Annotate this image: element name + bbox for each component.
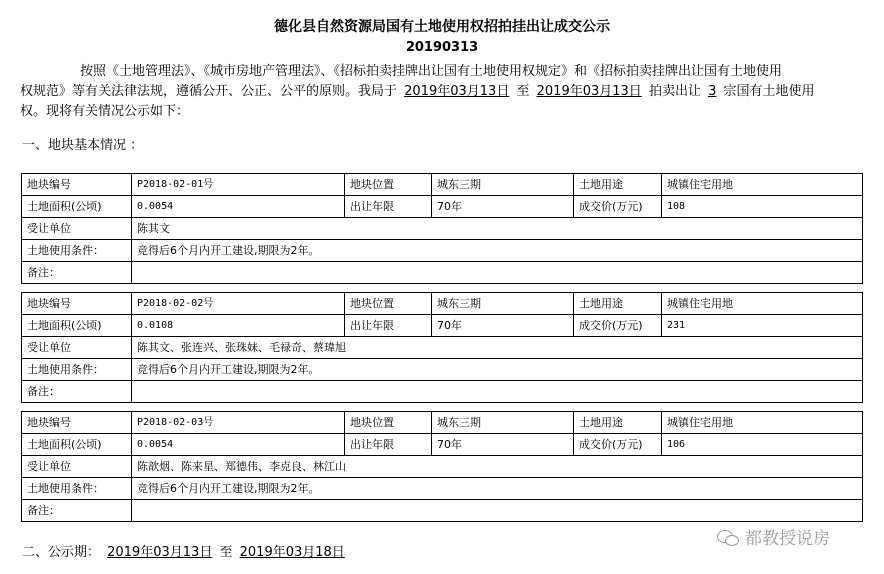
label-location: 地块位置: [345, 412, 432, 434]
label-remarks: 备注：: [22, 262, 132, 284]
intro-line-1: 按照《土地管理法》、《城市房地产管理法》、《招标拍卖挂牌出让国有土地使用权规定》和《招标拍卖挂牌出让国有土地使用: [80, 64, 783, 79]
table-row: [22, 359, 863, 381]
section-2-date-from: 2019年03月13日: [107, 545, 213, 560]
table-row: [22, 240, 863, 262]
table-row: [22, 412, 863, 434]
watermark: [717, 524, 830, 549]
label-conditions: 土地使用条件：: [22, 240, 132, 262]
label-conditions: 土地使用条件：: [22, 478, 132, 500]
table-row: [22, 337, 863, 359]
label-buyer: 受让单位: [22, 337, 132, 359]
parcel-remarks: [132, 500, 863, 522]
parcel-term: 70年: [432, 434, 574, 456]
label-buyer: 受让单位: [22, 456, 132, 478]
section-2: [22, 544, 348, 562]
intro-date-from: 2019年03月13日: [404, 84, 510, 99]
parcel-price: 231: [662, 315, 863, 337]
intro-date-to: 2019年03月13日: [536, 84, 642, 99]
parcel-term: 70年: [432, 315, 574, 337]
label-use: 土地用途: [574, 293, 662, 315]
label-term: 出让年限: [345, 196, 432, 218]
table-row: [22, 315, 863, 337]
label-remarks: 备注：: [22, 500, 132, 522]
table-row: [22, 381, 863, 403]
parcel-price: 106: [662, 434, 863, 456]
label-area: 土地面积(公顷): [22, 196, 132, 218]
parcel-price: 108: [662, 196, 863, 218]
label-price: 成交价(万元): [574, 315, 662, 337]
label-area: 土地面积(公顷): [22, 315, 132, 337]
label-parcel-no: 地块编号: [22, 174, 132, 196]
table-row: [22, 262, 863, 284]
parcel-buyer: 陈歆烟、陈来星、郑德伟、李克良、林江山: [132, 456, 863, 478]
label-price: 成交价(万元): [574, 434, 662, 456]
parcel-area: 0.0108: [132, 315, 345, 337]
table-row: [22, 478, 863, 500]
label-location: 地块位置: [345, 293, 432, 315]
parcel-use: 城镇住宅用地: [662, 293, 863, 315]
label-term: 出让年限: [345, 434, 432, 456]
parcel-use: 城镇住宅用地: [662, 412, 863, 434]
intro-line-3: 权。现将有关情况公示如下：: [20, 104, 190, 119]
table-row: [22, 434, 863, 456]
label-area: 土地面积(公顷): [22, 434, 132, 456]
label-location: 地块位置: [345, 174, 432, 196]
notice-code: 20190313: [405, 40, 479, 55]
label-buyer: 受让单位: [22, 218, 132, 240]
parcel-location: 城东三期: [432, 174, 574, 196]
section-2-date-to: 2019年03月18日: [239, 545, 345, 560]
intro-sep: 至: [516, 84, 530, 99]
parcel-area: 0.0054: [132, 434, 345, 456]
parcel-table-1: [21, 173, 863, 284]
parcel-table-2: [21, 292, 863, 403]
parcel-area: 0.0054: [132, 196, 345, 218]
parcel-remarks: [132, 381, 863, 403]
parcel-conditions: 竞得后6个月内开工建设,期限为2年。: [132, 478, 863, 500]
page-title: 德化县自然资源局国有土地使用权招拍挂出让成交公示: [274, 19, 610, 35]
table-row: [22, 456, 863, 478]
parcel-buyer: 陈其文: [132, 218, 863, 240]
intro-count: 3: [708, 84, 717, 99]
label-parcel-no: 地块编号: [22, 412, 132, 434]
intro-line-2-end: 宗国有土地使用: [723, 84, 815, 99]
label-use: 土地用途: [574, 412, 662, 434]
parcel-table-3: [21, 411, 863, 522]
label-use: 土地用途: [574, 174, 662, 196]
table-row: [22, 293, 863, 315]
label-conditions: 土地使用条件：: [22, 359, 132, 381]
parcel-location: 城东三期: [432, 293, 574, 315]
label-remarks: 备注：: [22, 381, 132, 403]
label-term: 出让年限: [345, 315, 432, 337]
section-1-title: 一、地块基本情况 ：: [22, 138, 144, 153]
label-parcel-no: 地块编号: [22, 293, 132, 315]
parcel-use: 城镇住宅用地: [662, 174, 863, 196]
parcel-no: P2018-02-02号: [132, 293, 345, 315]
table-row: [22, 174, 863, 196]
parcel-location: 城东三期: [432, 412, 574, 434]
intro-mid: 拍卖出让: [648, 84, 701, 99]
table-row: [22, 218, 863, 240]
parcel-buyer: 陈其文、张连兴、张珠妹、毛禄奇、蔡瑋旭: [132, 337, 863, 359]
intro-line-2-start: 权规范》等有关法律法规，遵循公开、公正、公平的原则。我局于: [20, 84, 398, 99]
table-row: [22, 500, 863, 522]
wechat-icon: [717, 530, 739, 546]
parcel-no: P2018-02-03号: [132, 412, 345, 434]
parcel-term: 70年: [432, 196, 574, 218]
watermark-text: 都教授说房: [745, 529, 830, 549]
section-2-sep: 至: [219, 545, 233, 560]
label-price: 成交价(万元): [574, 196, 662, 218]
intro-paragraph: [20, 62, 870, 122]
parcel-conditions: 竞得后6个月内开工建设,期限为2年。: [132, 359, 863, 381]
parcel-conditions: 竞得后6个月内开工建设,期限为2年。: [132, 240, 863, 262]
parcel-remarks: [132, 262, 863, 284]
table-row: [22, 196, 863, 218]
parcel-no: P2018-02-01号: [132, 174, 345, 196]
section-2-label: 二、公示期：: [22, 545, 101, 560]
